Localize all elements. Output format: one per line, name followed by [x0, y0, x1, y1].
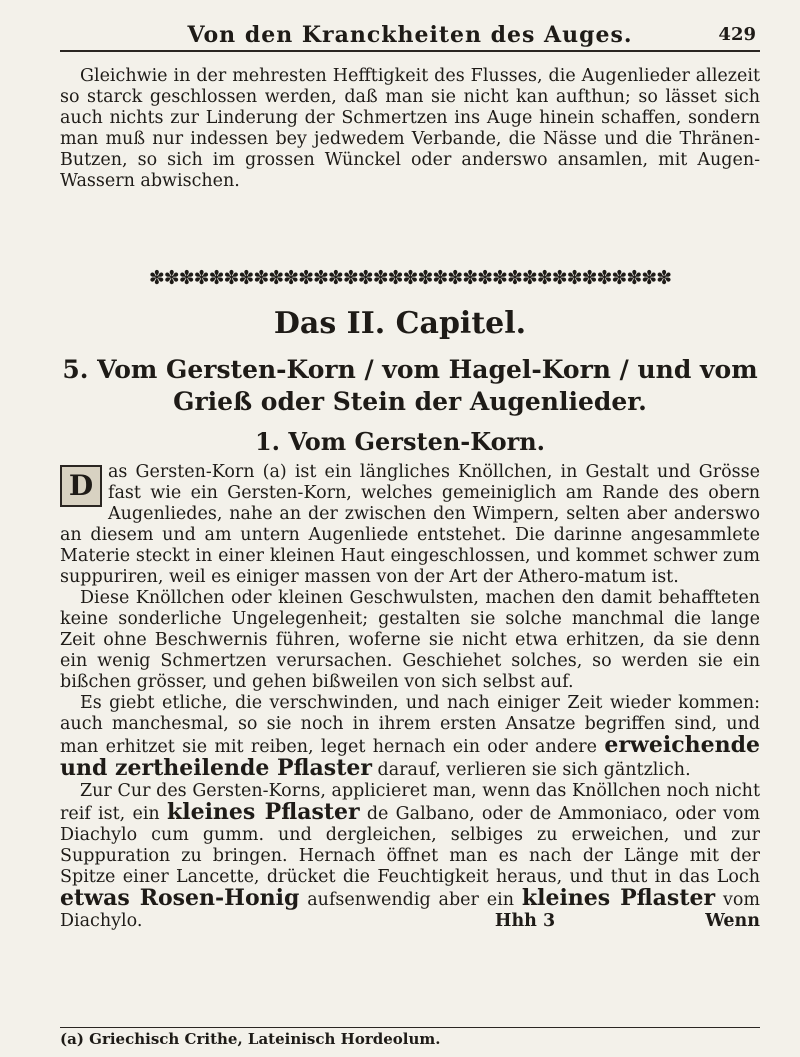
paragraph-4 — [60, 781, 760, 932]
running-title: Von den Kranckheiten des Auges. — [187, 22, 633, 48]
footnote: (a) Griechisch Crithe, Lateinisch Hordeolum. — [60, 1030, 441, 1048]
page-number: 429 — [718, 24, 756, 45]
intro-paragraph — [60, 66, 760, 192]
paragraph-4-text-d: vom Diachylo. — [60, 890, 760, 931]
main-text — [60, 462, 760, 932]
paragraph-1-text: as Gersten-Korn (a) ist ein längliches Knöllchen, in Gestalt und Grösse fast wie ein Gersten-Korn, welches gemeiniglich am Rande des obern Augenliedes, nahe an der zwischen den Wimpern, selten aber anderswo an diesem und am untern Augenliede entstehet. Die darinne angesammlete Materie steckt in einer kleinen Haut eingeschlossen, und kommet schwer zum suppuriren, weil es einiger massen von der Art der Athero-matum ist. — [60, 462, 760, 587]
paragraph-3-text-b: darauf, verlieren sie sich gäntzlich. — [377, 760, 691, 780]
catchword: Wenn — [705, 911, 760, 931]
paragraph-3-emphasis: erweichende und zertheilende Pflaster — [60, 732, 760, 781]
chapter-heading: Das II. Capitel. — [273, 306, 527, 341]
intro-text: Gleichwie in der mehresten Hefftigkeit des Flusses, die Augenlieder allezeit so starck geschlossen werden, daß man sie nicht kan aufthun; so lässet sich auch nichts zur Linderung der Schmertzen ins Auge hinein schaffen, sondern man muß nur indessen bey jedwedem Verbande, die Nässe und die Thränen-Butzen, so sich im grossen Wünckel oder anderswo ansamlen, mit Augen-Wassern abwischen. — [60, 66, 760, 191]
paragraph-1 — [60, 462, 760, 588]
paragraph-2: Diese Knöllchen oder kleinen Geschwulsten, machen den damit behaffteten keine sonderliche Ungelegenheit; gestalten sie solche manchmal die lange Zeit ohne Beschwernis führen, woferne sie nicht etwa erhitzen, da sie denn ein wenig Schmertzen verursachen. Geschiehet solches, so werden sie ein bißchen grösser, und gehen bißweilen von sich selbst auf. — [60, 588, 760, 692]
signature-mark: Hhh 3 — [494, 911, 556, 931]
paragraph-4-emphasis-2: etwas Rosen-Honig — [60, 885, 300, 911]
paragraph-3 — [60, 693, 760, 781]
paragraph-3-text-a: Es giebt etliche, die verschwinden, und nach einiger Zeit wieder kommen: auch manchesmal, so sie noch in ihrem ersten Ansatze begriffen sind, und man erhitzet sie mit reiben, leget hernach ein oder andere — [60, 693, 760, 757]
paragraph-4-text-b: de Galbano, oder de Ammoniaco, oder vom Diachylo cum gumm. und dergleichen, selbiges zu erweichen, und zur Suppuration zu bringen. Hernach öffnet man es nach der Länge mit der Spitze einer Lancette, drücket die Feuchtigkeit heraus, und thut in das Loch — [60, 804, 761, 887]
section-title: 5. Vom Gersten-Korn / vom Hagel-Korn / und vom Grieß oder Stein der Augenlieder. — [62, 355, 758, 416]
running-header — [60, 20, 760, 52]
paragraph-4-emphasis-3: kleines Pflaster — [521, 885, 716, 911]
subsection-title: 1. Vom Gersten-Korn. — [254, 427, 546, 456]
paragraph-4-emphasis-1: kleines Pflaster — [166, 799, 360, 825]
footnote-rule — [60, 1027, 760, 1028]
paragraph-4-text-a: Zur Cur des Gersten-Korns, applicieret man, wenn das Knöllchen noch nicht reif ist, ein — [60, 781, 760, 824]
drop-capital: D — [60, 465, 102, 507]
paragraph-4-text-c: aufsenwendig aber ein — [307, 890, 514, 910]
ornament-divider: ✽✽✽✽✽✽✽✽✽✽✽✽✽✽✽✽✽✽✽✽✽✽✽✽✽✽✽✽✽✽✽✽✽✽✽ — [148, 268, 672, 288]
